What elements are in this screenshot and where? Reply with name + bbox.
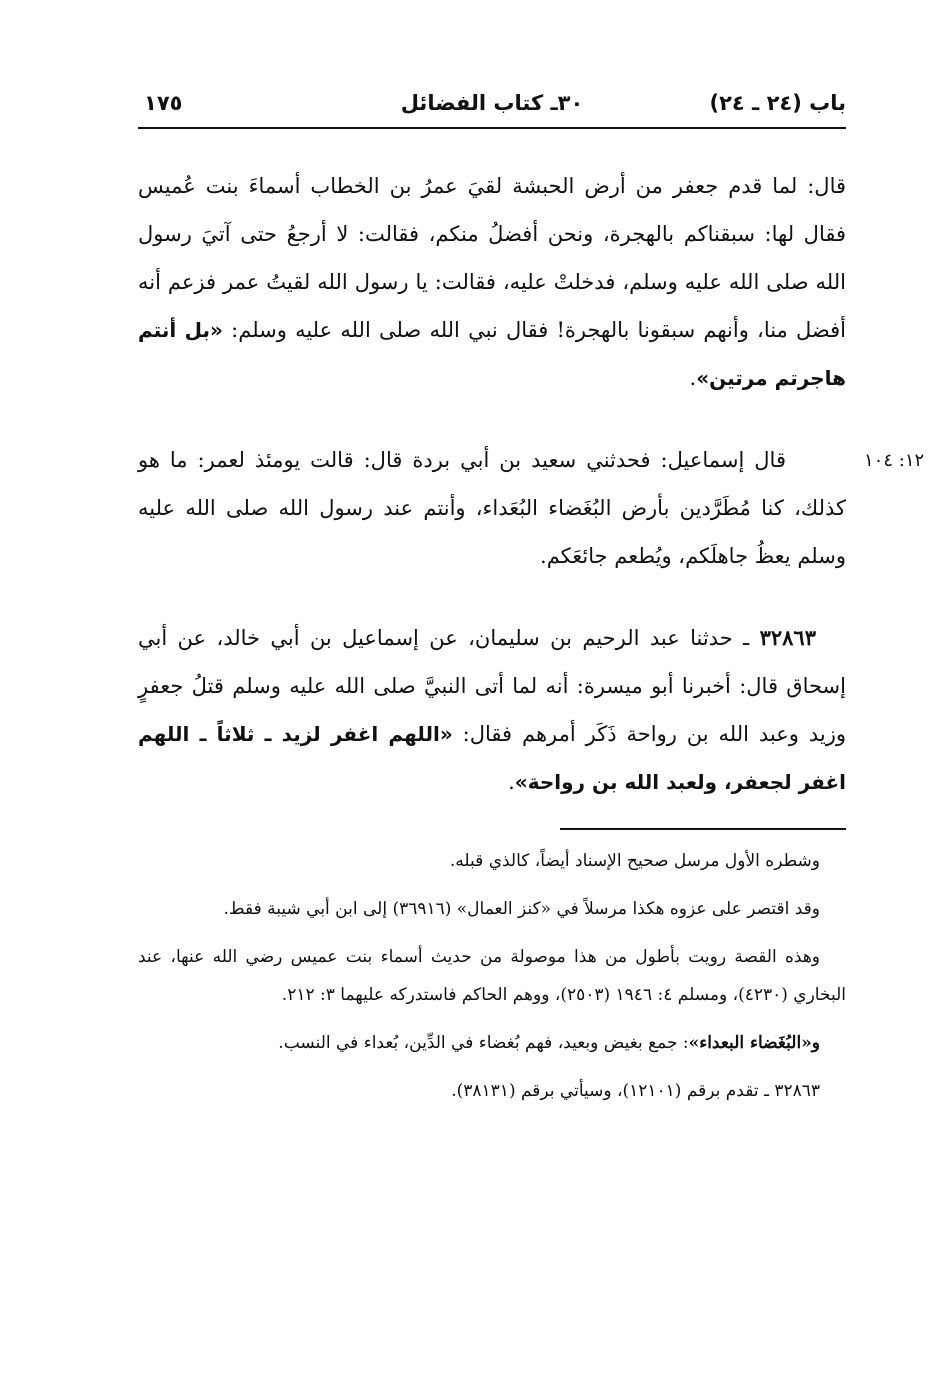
footnote-4-term: و«البُغَضاء البعداء» (688, 1033, 820, 1053)
paragraph-3-end: . (508, 770, 515, 794)
footnote-5: ٣٢٨٦٣ ـ تقدم برقم (١٢١٠١)، وسيأتي برقم (٣٨١٣١). (451, 1081, 820, 1101)
paragraph-3-quote: «اللهم اغفر لزيد ـ ثلاثاً ـ اللهم اغفر لجعفر، ولعبد الله بن رواحة» (138, 722, 846, 794)
page-number: ١٧٥ (144, 91, 183, 115)
footnote-1: وشطره الأول مرسل صحيح الإسناد أيضاً، كالذي قبله. (449, 851, 820, 871)
footnotes (138, 842, 846, 1120)
header-rule (138, 127, 846, 129)
paragraph-1 (138, 162, 846, 402)
paragraph-1-quote: «بل أنتم هاجرتم مرتين» (138, 318, 846, 390)
chapter-range: باب (٢٤ ـ ٢٤) (709, 91, 846, 115)
paragraph-1-end: . (689, 366, 697, 390)
paragraph-1-text: قال: لما قدم جعفر من أرض الحبشة لقيَ عمرُ بن الخطاب أسماءَ بنت عُميس فقال لها: سبقناكم بالهجرة، ونحن أفضلُ منكم، فقالت: لا أرجعُ حتى آتيَ رسول الله صلى الله عليه وسلم، فدخلتْ عليه، فقالت: يا رسول الله لقيتُ عمر فزعم أنه أفضل منا، وأنهم سبقونا بالهجرة! فقال نبي الله صلى الله عليه وسلم: (138, 174, 846, 342)
footnote-4 (138, 1024, 846, 1062)
paragraph-3-text: ـ حدثنا عبد الرحيم بن سليمان، عن إسماعيل بن أبي خالد، عن أبي إسحاق قال: أخبرنا أبو ميسرة: أنه لما أتى النبيَّ صلى الله عليه وسلم قتلُ جعفرٍ وزيد وعبد الله بن رواحة ذَكَر أمرهم فقال: (138, 626, 846, 746)
footnote-2: وقد اقتصر على عزوه هكذا مرسلاً في «كنز العمال» (٣٦٩١٦) إلى ابن أبي شيبة فقط. (223, 899, 820, 919)
hadith-number: ٣٢٨٦٣ (759, 625, 816, 650)
paragraph-3 (138, 614, 846, 806)
footnote-3: وهذه القصة رويت بأطول من هذا موصولة من حديث أسماء بنت عميس رضي الله عنها، عند البخاري (٤٢٣٠)، ومسلم ٤: ١٩٤٦ (٢٥٠٣)، ووهم الحاكم فاستدركه عليهما ٣: ٢١٢. (138, 947, 846, 1005)
side-reference: ١٢: ١٠٤ (864, 450, 925, 471)
paragraph-2 (138, 436, 846, 580)
paragraph-2-text: قال إسماعيل: فحدثني سعيد بن أبي بردة قال: قالت يومئذ لعمر: ما هو كذلك، كنا مُطَرَّدين بأرض البُغَضاء البُعَداء، وأنتم عند رسول الله صلى الله عليه وسلم يعظُ جاهلَكم، ويُطعم جائعَكم. (138, 448, 846, 568)
running-header (138, 82, 846, 124)
footnote-rule (560, 828, 846, 830)
book-title: ٣٠ـ كتاب الفضائل (400, 91, 584, 115)
footnote-4-text: : جمع بغيض وبعيد، فهم بُغضاء في الدِّين، بُعداء في النسب. (278, 1033, 689, 1053)
